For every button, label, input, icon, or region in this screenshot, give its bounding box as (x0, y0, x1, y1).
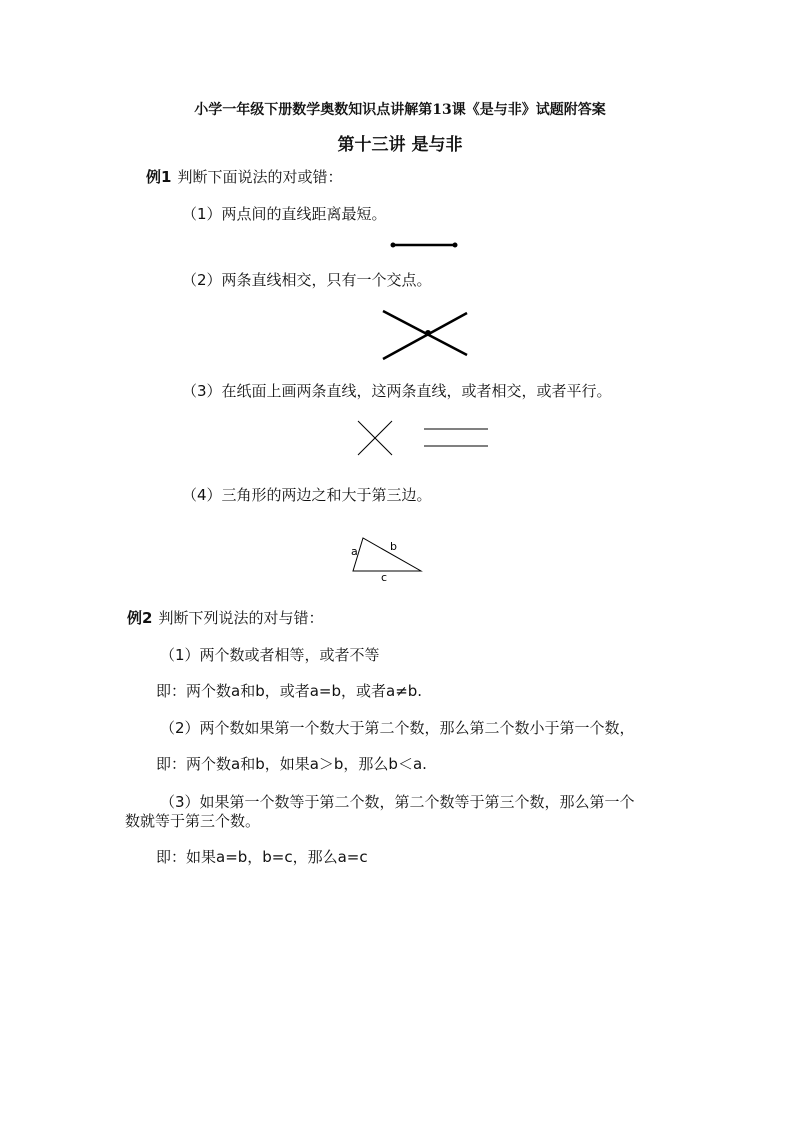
example2-line-6: 数就等于第三个数。 (125, 812, 261, 830)
cross-and-parallel-lines-figure (352, 418, 494, 460)
example1-prompt: 判断下面说法的对或错： (177, 168, 343, 186)
example2-line-1: （1）两个数或者相等，或者不等 (160, 646, 380, 664)
triangle-label-b: b (390, 540, 397, 553)
example2-label: 例2 (127, 609, 153, 627)
example2-line-7: 即：如果a=b，b=c，那么a=c (156, 848, 368, 866)
example1-heading (146, 166, 342, 187)
example1-item-2: （2）两条直线相交，只有一个交点。 (182, 271, 432, 289)
triangle-label-c: c (381, 571, 388, 582)
lesson-title: 第十三讲 是与非 (337, 135, 463, 155)
intersecting-lines-figure (378, 305, 472, 363)
triangle-figure (345, 530, 430, 582)
example2-line-2: 即：两个数a和b，或者a=b，或者a≠b. (156, 682, 423, 700)
example2-heading (127, 607, 323, 628)
line-segment-figure (388, 238, 462, 252)
example1-item-3: （3）在纸面上画两条直线，这两条直线，或者相交，或者平行。 (182, 382, 612, 400)
triangle-label-a: a (351, 545, 358, 558)
document-title: 小学一年级下册数学奥数知识点讲解第13课《是与非》试题附答案 (194, 102, 606, 118)
example1-item-4: （4）三角形的两边之和大于第三边。 (182, 486, 432, 504)
example2-prompt: 判断下列说法的对与错： (158, 609, 324, 627)
example2-line-4: 即：两个数a和b，如果a＞b，那么b＜a. (156, 755, 427, 773)
example1-label: 例1 (146, 168, 172, 186)
example2-line-5: （3）如果第一个数等于第二个数，第二个数等于第三个数，那么第一个 (160, 793, 635, 811)
example2-line-3: （2）两个数如果第一个数大于第二个数，那么第二个数小于第一个数， (160, 719, 635, 737)
example1-item-1: （1）两点间的直线距离最短。 (182, 205, 387, 223)
